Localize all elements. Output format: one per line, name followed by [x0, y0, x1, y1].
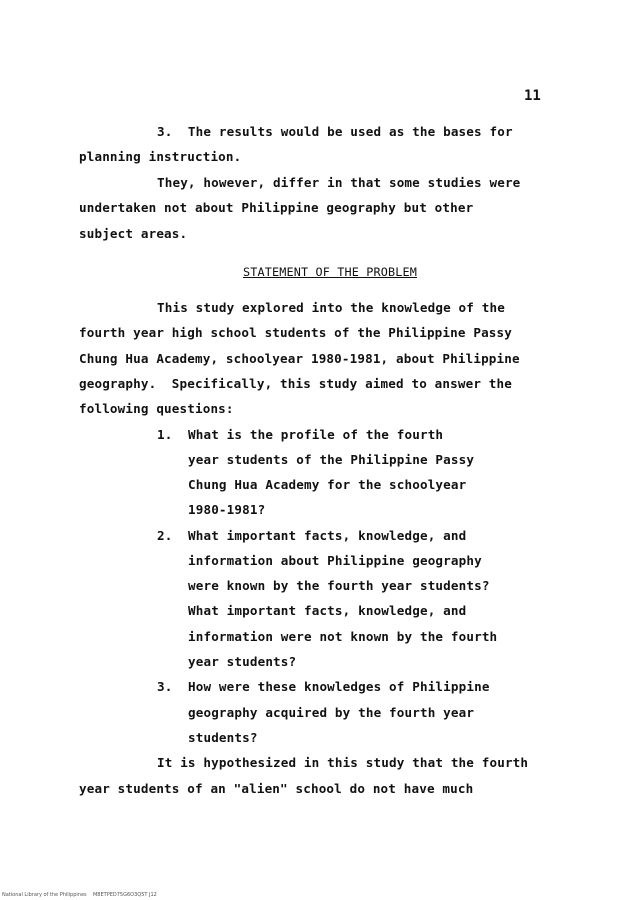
page-number: 11 [524, 88, 541, 104]
question-3-line3: students? [188, 730, 258, 745]
question-2-line1: What important facts, knowledge, and [188, 528, 467, 543]
para2-line2: undertaken not about Philippine geography but other [79, 200, 474, 215]
para2-line1: They, however, differ in that some studies were [157, 175, 521, 190]
question-1-line1: What is the profile of the fourth [188, 427, 444, 442]
question-1-line2: year students of the Philippine Passy [188, 452, 475, 467]
question-2-number: 2. [157, 528, 173, 543]
para3-line5: following questions: [79, 401, 234, 416]
section-heading: STATEMENT OF THE PROBLEM [243, 265, 418, 279]
para3-line4: geography. Specifically, this study aimed to answer the [79, 376, 512, 391]
para1-line1: 3. The results would be used as the bases for [157, 124, 513, 139]
question-3-line1: How were these knowledges of Philippine [188, 679, 490, 694]
question-1-number: 1. [157, 427, 173, 442]
question-3-line2: geography acquired by the fourth year [188, 705, 475, 720]
scan-footer: National Library of the Philippines M8ETPED75G6O3Q5T J12 [2, 892, 157, 898]
question-2-line2: information about Philippine geography [188, 553, 482, 568]
para2-line3: subject areas. [79, 226, 188, 241]
para3-line1: This study explored into the knowledge of the [157, 300, 505, 315]
question-1-line3: Chung Hua Academy for the schoolyear [188, 477, 467, 492]
question-1-line4: 1980-1981? [188, 502, 266, 517]
para3-line2: fourth year high school students of the Philippine Passy [79, 325, 512, 340]
para3-line3: Chung Hua Academy, schoolyear 1980-1981, about Philippine [79, 351, 520, 366]
para4-line2: year students of an "alien" school do not have much [79, 781, 474, 796]
question-2-line5: information were not known by the fourth [188, 629, 498, 644]
para4-line1: It is hypothesized in this study that the fourth [157, 755, 529, 770]
para1-line2: planning instruction. [79, 149, 242, 164]
question-3-number: 3. [157, 679, 173, 694]
question-2-line3: were known by the fourth year students? [188, 578, 490, 593]
question-2-line4: What important facts, knowledge, and [188, 603, 467, 618]
question-2-line6: year students? [188, 654, 297, 669]
